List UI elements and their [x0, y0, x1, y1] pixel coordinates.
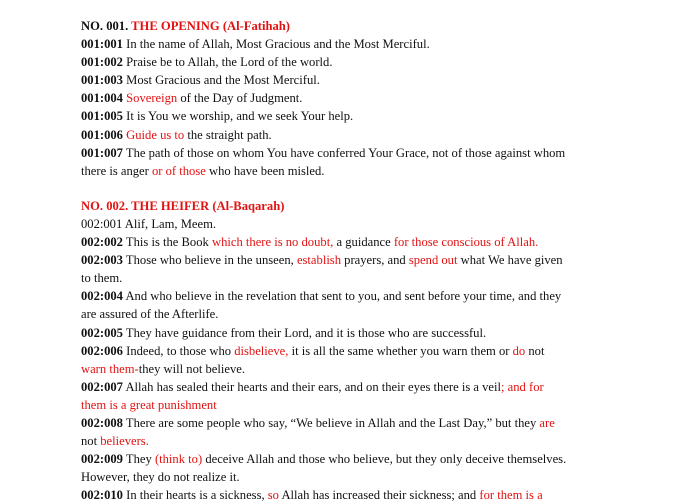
text-line	[81, 378, 641, 396]
text-line	[81, 71, 641, 89]
text-run: Allah has sealed their hearts and their ears, and on their eyes there is a veil	[122, 379, 502, 394]
text-run: who have been misled.	[205, 163, 325, 178]
text-run: it is all the same whether you warn them or	[288, 343, 513, 358]
paragraph-gap	[81, 180, 641, 197]
text-line	[81, 360, 641, 378]
text-run: They have guidance from their Lord, and it is those who are successful.	[122, 325, 487, 340]
verse-number: 002:009	[81, 452, 123, 467]
text-line	[81, 53, 641, 71]
text-line	[81, 269, 641, 287]
text-line	[81, 107, 641, 125]
verse-number: 002:010	[81, 488, 123, 503]
text-run: there is anger	[81, 163, 152, 178]
highlighted-text: or of those	[151, 163, 206, 178]
verse-number: 002:004	[81, 289, 123, 304]
text-run: In their hearts is a sickness,	[122, 488, 268, 503]
text-line	[81, 89, 641, 107]
verse-number: 002:007	[81, 379, 123, 394]
highlighted-text: so	[267, 488, 279, 503]
highlighted-text: ; and for	[501, 379, 544, 394]
text-line	[81, 251, 641, 269]
text-line	[81, 197, 641, 215]
verse-number: 001:004	[81, 91, 123, 106]
highlighted-text: disbelieve,	[234, 343, 289, 358]
text-run: And who believe in the revelation that sent to you, and sent before your time, and they	[122, 289, 562, 304]
document-text-body	[81, 17, 641, 504]
text-run: This is the Book	[122, 235, 212, 250]
text-line	[81, 215, 641, 233]
verse-number: 002:006	[81, 343, 123, 358]
text-run: deceive Allah and those who believe, but they only deceive themselves.	[202, 452, 567, 467]
text-run: a guidance	[333, 235, 394, 250]
text-line	[81, 287, 641, 305]
highlighted-text: establish	[296, 253, 342, 268]
text-line	[81, 233, 641, 251]
text-line	[81, 342, 641, 360]
text-run: Most Gracious and the Most Merciful.	[122, 73, 320, 88]
highlighted-text: Sovereign	[126, 91, 178, 106]
verse-number: 001:007	[81, 145, 123, 160]
section-heading: THE OPENING (Al-Fatihah)	[131, 19, 290, 33]
text-run: not	[525, 343, 545, 358]
text-run: It is You we worship, and we seek Your help.	[122, 109, 354, 124]
text-run: 002:001 Alif, Lam, Meem.	[81, 216, 217, 231]
text-line	[81, 396, 641, 414]
highlighted-text: are	[539, 415, 555, 430]
text-run: of the Day of Judgment.	[177, 91, 303, 106]
verse-number: 001:001	[81, 37, 123, 52]
section-heading: NO. 002. THE HEIFER (Al-Baqarah)	[81, 198, 285, 213]
text-run: There are some people who say, “We believe in Allah and the Last Day,” but they	[122, 415, 540, 430]
text-run: not	[81, 434, 101, 449]
text-line	[81, 432, 641, 450]
text-run: they will not believe.	[138, 361, 246, 376]
verse-number: 002:008	[81, 415, 123, 430]
highlighted-text: them is a great punishment	[81, 397, 217, 412]
text-line	[81, 324, 641, 342]
verse-number: 001:003	[81, 73, 123, 88]
text-run: are assured of the Afterlife.	[81, 307, 219, 322]
text-run: Indeed, to those who	[122, 343, 235, 358]
text-run: They	[122, 452, 155, 467]
verse-number: 002:003	[81, 253, 123, 268]
highlighted-text: (think to)	[154, 452, 203, 467]
text-run: Those who believe in the unseen,	[122, 253, 297, 268]
text-line	[81, 162, 641, 180]
verse-number: 002:002	[81, 235, 123, 250]
highlighted-text: for them is a	[479, 488, 543, 503]
text-run: The path of those on whom You have conferred Your Grace, not of those against whom	[122, 145, 566, 160]
text-line	[81, 17, 641, 35]
text-line	[81, 414, 641, 432]
highlighted-text: spend out	[408, 253, 458, 268]
text-run: Allah has increased their sickness; and	[278, 488, 480, 503]
highlighted-text: for those conscious of Allah.	[393, 235, 539, 250]
highlighted-text: believers.	[100, 434, 149, 449]
highlighted-text: do	[512, 343, 526, 358]
text-line	[81, 305, 641, 323]
verse-number: 001:002	[81, 55, 123, 70]
verse-number: 002:005	[81, 325, 123, 340]
text-run: However, they do not realize it.	[81, 470, 240, 485]
text-run: to them.	[81, 271, 123, 286]
text-run: In the name of Allah, Most Gracious and the Most Merciful.	[122, 37, 430, 52]
text-line	[81, 144, 641, 162]
highlighted-text: which there is no doubt,	[211, 235, 334, 250]
text-line	[81, 35, 641, 53]
text-run: prayers, and	[341, 253, 409, 268]
highlighted-text: warn them-	[81, 361, 139, 376]
text-line	[81, 468, 641, 486]
text-run: the straight path.	[184, 127, 272, 142]
section-heading: NO. 001.	[81, 19, 132, 33]
verse-number: 001:006	[81, 127, 123, 142]
text-line	[81, 486, 641, 504]
text-run: what We have given	[457, 253, 563, 268]
text-line	[81, 126, 641, 144]
highlighted-text: Guide us to	[126, 127, 185, 142]
text-line	[81, 450, 641, 468]
text-run: Praise be to Allah, the Lord of the world.	[122, 55, 333, 70]
verse-number: 001:005	[81, 109, 123, 124]
